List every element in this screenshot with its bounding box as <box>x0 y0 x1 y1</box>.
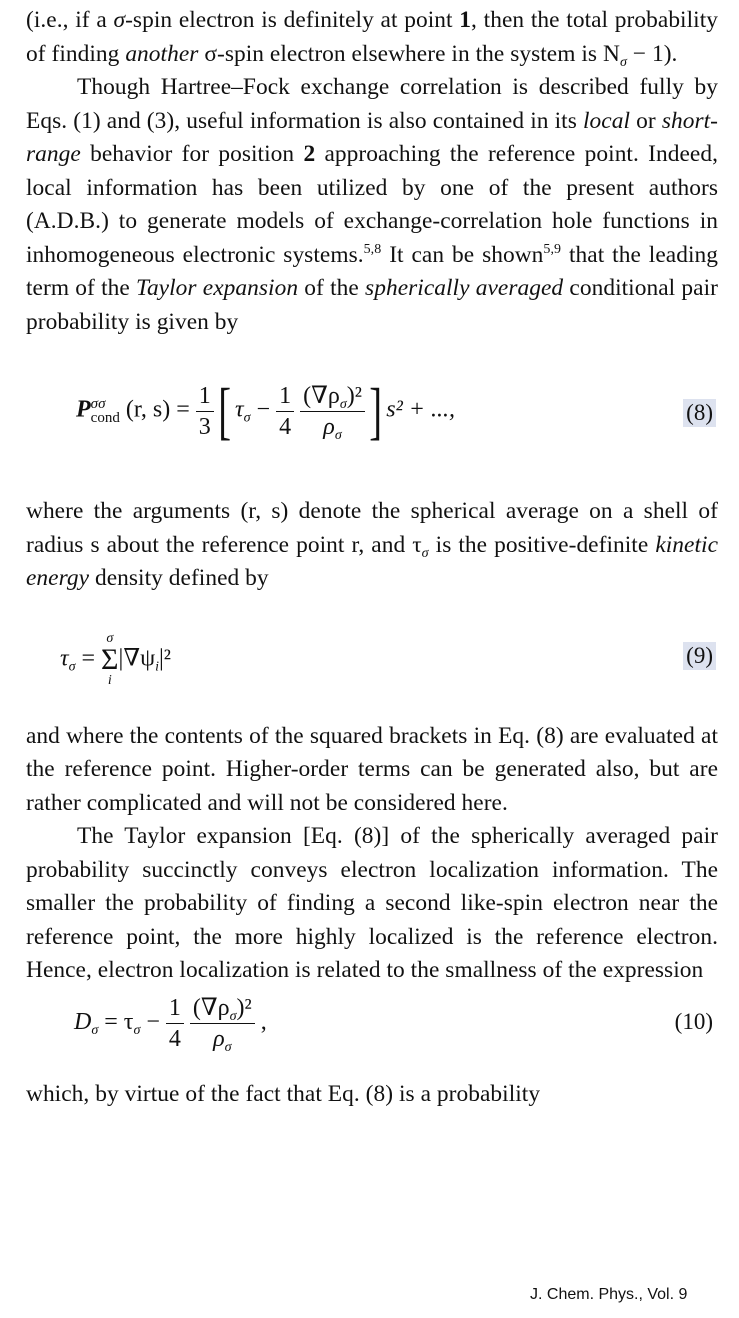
point-label: 1 <box>459 7 472 33</box>
numerator: (∇ρ <box>192 994 230 1021</box>
paragraph-6: which, by virtue of the fact that Eq. (8) is a probability <box>26 1080 541 1107</box>
numerator: 1 <box>196 382 214 412</box>
denominator: ρ <box>213 1025 225 1052</box>
paragraph-2 <box>26 71 718 339</box>
text: of the <box>298 275 366 301</box>
eq-rhs: |∇ψ <box>118 645 156 672</box>
eq-symbol: τ <box>60 645 69 672</box>
operator: = τ <box>98 1008 134 1035</box>
right-bracket: ] <box>369 375 382 446</box>
equation-number: (9) <box>683 642 716 670</box>
punctuation: , <box>254 1008 267 1035</box>
numerator: 1 <box>276 382 294 412</box>
sigma-sign: Σ <box>101 642 119 676</box>
equation-number: (8) <box>683 399 716 427</box>
summation <box>101 632 118 688</box>
equation-8 <box>26 367 718 465</box>
fraction-gradient <box>190 994 255 1053</box>
text: is the positive-definite <box>428 531 656 558</box>
text: It can be shown <box>381 241 544 268</box>
fraction-one-quarter <box>276 382 294 441</box>
subscript: σ <box>619 54 627 70</box>
eq-tail: s² + ..., <box>386 396 455 423</box>
running-footer: J. Chem. Phys., Vol. 9 <box>530 1286 688 1303</box>
text: -spin electron is definitely at point <box>125 7 460 33</box>
paragraph-1 <box>26 4 718 71</box>
sum-upper: σ <box>106 630 114 646</box>
emphasis-taylor: Taylor expansion <box>136 275 299 301</box>
denominator: 4 <box>279 413 292 440</box>
operator: − <box>250 396 277 423</box>
emphasis-local: local <box>582 107 630 134</box>
eq-symbol: τ <box>235 396 244 423</box>
subscript: σ <box>421 545 429 561</box>
denominator: 3 <box>198 413 211 440</box>
subscript: σ <box>224 1039 232 1055</box>
emphasis-spherically-averaged: spherically averaged <box>365 275 564 301</box>
emphasis-short-range: short-range <box>26 107 718 167</box>
text: where the arguments (r, s) denote the spherical average on a shell of radius s about the reference point r, and τ <box>26 498 718 558</box>
numerator: 1 <box>166 994 184 1024</box>
numerator-end: )² <box>236 994 252 1021</box>
eq-rhs-end: |² <box>159 645 171 672</box>
operator: = <box>75 645 102 672</box>
equation-10 <box>26 990 718 1078</box>
subscript: i <box>155 659 159 675</box>
paragraph-3 <box>26 495 718 596</box>
text: , then the total probability of finding <box>26 7 719 67</box>
sum-lower: i <box>107 672 112 688</box>
emphasis-another: another <box>125 40 199 67</box>
equation-number: (10) <box>674 1008 713 1034</box>
denominator: ρ <box>323 413 335 440</box>
citation-ref: 5,8 <box>363 241 382 257</box>
sigma-symbol: σ <box>113 7 126 33</box>
position-label: 2 <box>303 141 316 167</box>
text: or <box>630 107 662 134</box>
left-bracket: [ <box>217 375 231 446</box>
eq-symbol: D <box>74 1008 92 1035</box>
paragraph-4: and where the contents of the squared brackets in Eq. (8) are evaluated at the reference point. Higher-order terms can be generated also, but are rather complicated and will not be considered here. <box>26 722 718 816</box>
subscript: σ <box>133 1022 141 1038</box>
fraction-one-third <box>196 382 214 441</box>
fraction-one-quarter <box>166 994 184 1053</box>
text: (i.e., if a <box>26 7 114 33</box>
text: behavior for position <box>80 141 304 167</box>
numerator: (∇ρ <box>303 382 340 409</box>
equation-9 <box>26 612 718 712</box>
eq-symbol: P <box>76 396 91 423</box>
text: − 1). <box>626 40 678 67</box>
eq-args: (r, s) = <box>119 396 196 423</box>
subscript: σ <box>91 1022 99 1038</box>
text: that the leading term of the <box>26 241 718 301</box>
operator: − <box>140 1008 166 1035</box>
text: conditional pair probability is given by <box>26 275 718 335</box>
subscript: σ <box>334 427 342 443</box>
superscript: σσ <box>90 396 106 412</box>
subscript: σ <box>229 1008 237 1024</box>
paragraph-5: The Taylor expansion [Eq. (8)] of the spherically averaged pair probability succinctly conveys electron localization information. The smaller the probability of finding a second like-spin electron near the reference point, the more highly localized is the reference electron. Hence, electron localization is related to the smallness of the expression <box>26 823 718 983</box>
subscript: σ <box>68 659 76 675</box>
denominator: 4 <box>168 1025 181 1052</box>
text: density defined by <box>89 565 269 591</box>
emphasis-kinetic-energy: kinetic energy <box>26 531 718 591</box>
subscript: cond <box>90 410 120 426</box>
subscript: σ <box>339 396 347 412</box>
fraction-gradient <box>300 382 365 441</box>
numerator-end: )² <box>346 382 362 409</box>
subscript: σ <box>243 410 251 426</box>
text: approaching the reference point. Indeed, local information has been utilized by one of the present authors (A.D.B.) to generate models of exchange-correlation hole functions in inhomogeneous electronic systems. <box>26 141 719 268</box>
text: Though Hartree–Fock exchange correlation is described fully by Eqs. (1) and (3), useful information is also contained in its <box>26 74 718 134</box>
text: σ-spin electron elsewhere in the system is N <box>198 40 620 67</box>
citation-ref: 5,9 <box>543 241 562 257</box>
paper-page <box>26 4 718 1111</box>
